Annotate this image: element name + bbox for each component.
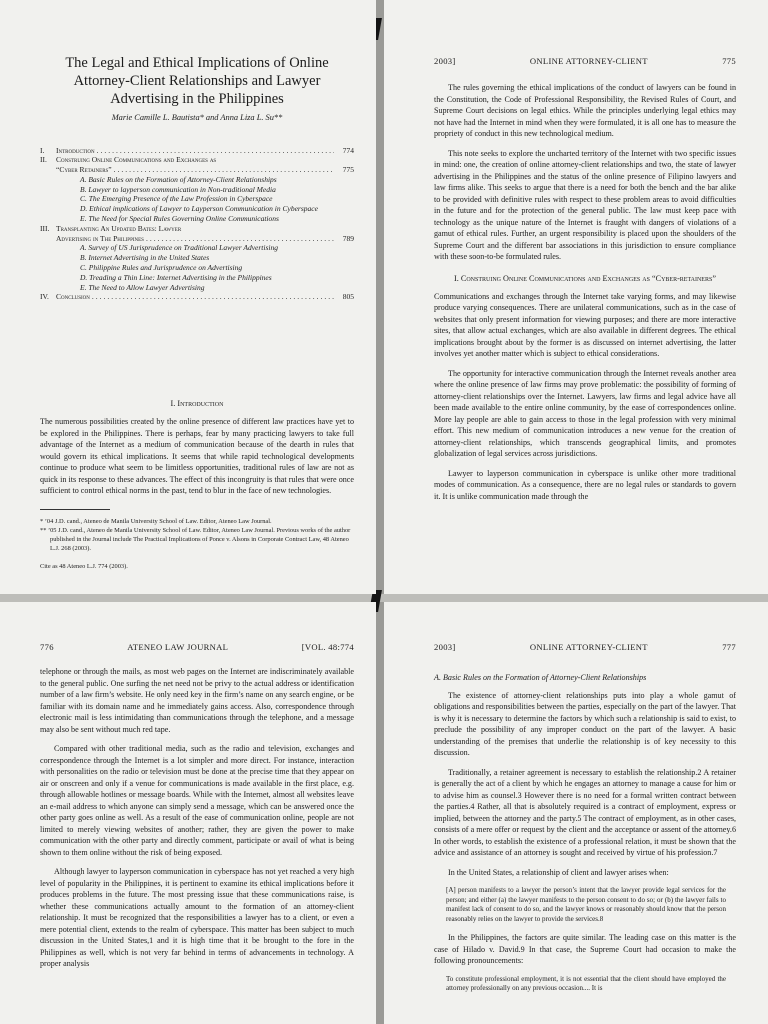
footnote: * ’04 J.D. cand., Ateneo de Manila University School of Law. Editor, Ateneo Law Journal. — [40, 517, 272, 525]
toc-subentry: E. The Need to Allow Lawyer Advertising — [80, 282, 205, 292]
toc-leader-dots — [144, 234, 334, 244]
body-paragraph: The rules governing the ethical implications of the conduct of lawyers can be found in the Constitution, the Code of Professional Responsibility, the Revised Rules of Court, and Supreme Court decisions on legal ethics. While the principles underlying legal ethics may not have had the Internet in mind when they were formulated, it is all one has to measure the propriety of conduct in this new technological medium. — [434, 83, 736, 138]
body-paragraph: This note seeks to explore the uncharted territory of the Internet with two specific issues in mind: one, the creation of online attorney-client relationships and two, the state of lawyer advertising in the Philippines and the status of the online presence of Filipino lawyers and law firms alike. This seeks to argue that there is a need for both the bench and the bar alike to be provided with definitive rules with respect to these problem areas to avoid difficulties in the future and for the protection of the general public. The law must keep pace with technology as the unique nature of the Internet is fraught with dangers of violations of a gamut of ethical rules. Further, an urgent responsibility is placed upon the shoulders of the Supreme Court and the different bar associations in this jurisdiction to ensure compliance with these soon-to-be formulated rules. — [434, 148, 736, 261]
toc-text: Transplanting An Updated Bates: Lawyer — [56, 223, 182, 233]
table-of-contents — [40, 146, 354, 303]
block-quote: To constitute professional employment, it is not essential that the client should have employed the attorney professionally on any previous occasion.... It is — [446, 974, 726, 993]
page-number: 776 — [40, 642, 54, 652]
header-title: ONLINE ATTORNEY-CLIENT — [529, 56, 648, 66]
body-paragraph: Although lawyer to layperson communication in cyberspace has not yet reached a very high level of popularity in the Philippines, it is pertinent to examine its ethical implications before it produces problems in the future. The most pressing issue that these communications raise, is whether these communications actually amount to the formation of an attorney-client relationship. It must be recognized that the responsibilities a lawyer has to a client, or even a mere potential client, extends to the realm of cyberspace. This matter has been subject to much discussion in the United States,1 and it is high time that it be brought to the fore in the Philippines as well, which is not very far behind in terms of advancements in technology. A proper analysis — [40, 867, 354, 968]
article-title: The Legal and Ethical Implications of Online Attorney-Client Relationships and Lawyer Advertising in the Philippines — [65, 55, 329, 107]
toc-subentry: E. The Need for Special Rules Governing Online Communications — [80, 214, 279, 224]
running-header — [40, 642, 354, 652]
toc-text: Introduction — [56, 145, 95, 155]
body-paragraph: telephone or through the mails, as most web pages on the Internet are indiscriminately available to the general public. One surfing the net need not be privy to the actual address or identification number of a law firm’s website. He only need key in the firm’s name on any search engine, or be familiar with its domain name and he immediately gains access. Also, correspondence through electronic mail is less intimidating than communications through the telephone, and a message may also be sent without much red tape. — [40, 667, 354, 734]
page-777 — [384, 602, 768, 1024]
toc-subentry: D. Ethical implications of Lawyer to Layperson Communication in Cyberspace — [80, 204, 318, 214]
header-title: ONLINE ATTORNEY-CLIENT — [529, 642, 648, 652]
page-separator — [0, 594, 768, 602]
running-header — [434, 56, 736, 66]
page-776 — [0, 602, 376, 1024]
body-paragraph: Compared with other traditional media, such as the radio and television, exchanges and correspondence through the Internet is a lot simpler and more direct. For instance, interaction with personalities on the radio or television must be done at the precise time that they appear on air or onscreen and only if a venue for communications is made available in the first place, e.g. through allowable hotlines or message boards. While with the Internet, almost all websites leave an e-mail address to which anyone can simply send a message, which can be answered once the other party goes online as well. As a result of the ease of communication online, people are not limited to merely viewing websites of another; rather, they are given the power to make communication with the other party and directly comment, participate or avail of what is being shown to them online without the risk of being exposed. — [40, 744, 354, 857]
toc-page-number: 774 — [342, 145, 354, 155]
page-number: 775 — [722, 56, 736, 66]
page-774 — [0, 0, 376, 594]
toc-subentry: C. The Emerging Presence of the Law Profession in Cyberspace — [80, 194, 273, 204]
article-authors: Marie Camille L. Bautista* and Anna Liza L. Su** — [111, 113, 283, 122]
body-paragraph: The existence of attorney-client relationships puts into play a whole gamut of obligations and responsibilities between the parties, especially on the part of the lawyer. That is why it is necessary to determine the factors by which such a relationship is said to exist, to preclude the possibility of any improper conduct on the part of the lawyer. A basic understanding of the premises that underlie the relationship is of key necessity to this discussion. — [434, 690, 736, 757]
toc-subentry: B. Internet Advertising in the United States — [80, 253, 210, 263]
toc-entry — [40, 234, 354, 244]
toc-entry — [40, 146, 354, 156]
toc-entry — [40, 292, 354, 302]
body-paragraph: Traditionally, a retainer agreement is necessary to establish the relationship.2 A retainer is generally the act of a client by which he engages an attorney to manage a cause for him or to advise him as counsel.3 However there is no need for a formal written contract between the parties.4 Rather, all that is absolutely required is a contract of employment, express or implied, between the attorney and the party.5 The contract of employment, as in other cases, consists of a mere offer or request by the client and the acceptance or assent of the attorney.6 In other words, to establish the existence of a professional relation, it must be shown that the advice and assistance of an attorney is sought and received by virtue of his profession.7 — [434, 767, 736, 857]
section-heading: I. Construing Online Communications and Exchanges as “Cyber-retainers” — [454, 273, 716, 283]
toc-leader-dots — [95, 146, 334, 156]
body-paragraph: The numerous possibilities created by the online presence of different law practices have yet to be explored in the Philippines. There is perhaps, fear by many practicing lawyers to take full advantage of the Internet as a medium of communication because of the dearth in rules that would govern its ethical implications. It seems that while rapid technological developments continue to produce what seem to be limitless opportunities, traditional rules of law are not as quick in its response to these advances. The effect of this incongruity is that rules that were once sufficient to control ethical norms in the past, tend to blur in the face of new technologies. — [40, 417, 354, 496]
header-volume: [VOL. 48:774 — [301, 642, 354, 652]
toc-page-number: 775 — [342, 165, 354, 175]
body-paragraph: Communications and exchanges through the Internet take varying forms, and may likewise produce varying consequences. There are unilateral communications, such as in the case of websites that only present information for viewing purposes; and there are more interactive sites, that allow actual exchanges, which are also available in different degrees. The ethical implications brought about by the former is as discussed on internet advertising, the latter involves yet another matter which is subject to ethical considerations. — [434, 291, 736, 358]
toc-text: Construing Online Communications and Exchanges as — [56, 155, 217, 165]
toc-page-number: 789 — [342, 233, 354, 243]
toc-number: II. — [40, 155, 47, 165]
toc-subentry: D. Treading a Thin Line: Internet Advertising in the Philippines — [80, 272, 272, 282]
toc-entry — [40, 165, 354, 175]
toc-subentry: C. Philippine Rules and Jurisprudence on Advertising — [80, 263, 243, 273]
footnote-rule — [40, 509, 110, 510]
toc-page-number: 805 — [342, 292, 354, 302]
toc-text: Conclusion — [56, 292, 90, 302]
subsection-heading: A. Basic Rules on the Formation of Attorney-Client Relationships — [434, 673, 647, 682]
header-year: 2003] — [434, 56, 456, 66]
block-quote: [A] person manifests to a lawyer the person’s intent that the lawyer provide legal services for the person; and either (a) the lawyer manifests to the person consent to do so; or (b) the lawyer fails to manifest lack of consent to do so, and the lawyer knows or reasonably should know that the person reasonably relies on the lawyer to provide the services.8 — [446, 886, 726, 923]
citation-line: Cite as 48 Ateneo L.J. 774 (2003). — [40, 562, 128, 570]
body-paragraph: The opportunity for interactive communication through the Internet reveals another area where the online presence of law firms may prove problematic: the possibility of forming of attorney-client relationships over the Internet. Lawyers, law firms and legal advice have all been made available to the entire online community, by the ease of correspondences online. More lay people are able to gain access to those in the legal profession with very minimal effort. This new medium of communication introduces a new venue for the creation of attorney-client relationships, which transcends geographical limits, and promotes globalization of legal services across jurisdictions. — [434, 368, 736, 458]
toc-number: IV. — [40, 292, 49, 302]
body-paragraph: In the Philippines, the factors are quite similar. The leading case on this matter is the case of Hilado v. David.9 In that case, the Supreme Court had occasion to make the following pronouncements: — [434, 933, 736, 966]
body-paragraph: In the United States, a relationship of client and lawyer arises when: — [448, 867, 669, 877]
toc-text: “Cyber Retainers” — [56, 165, 112, 175]
toc-number: I. — [40, 145, 45, 155]
header-title: ATENEO LAW JOURNAL — [127, 642, 229, 652]
toc-subentry: B. Lawyer to layperson communication in Non-traditional Media — [80, 184, 276, 194]
toc-leader-dots — [90, 292, 334, 302]
toc-subentry: A. Survey of US Jurisprudence on Traditional Lawyer Advertising — [80, 243, 278, 253]
page-775 — [384, 0, 768, 594]
toc-number: III. — [40, 223, 50, 233]
footnote: ** ’05 J.D. cand., Ateneo de Manila University School of Law. Editor, Ateneo Law Journal. Previous works of the author published in the Journal include The Practical Implications of Ponce v. Alsons in Corporate Contract Law, 48 Ateneo L.J. 268 (2003). — [40, 526, 351, 552]
toc-subentry: A. Basic Rules on the Formation of Attorney-Client Relationships — [80, 174, 277, 184]
page-number: 777 — [722, 642, 736, 652]
section-heading: I. Introduction — [170, 399, 224, 409]
toc-entry — [40, 155, 354, 165]
toc-text: Advertising in The Philippines — [56, 233, 144, 243]
running-header — [434, 642, 736, 652]
binding-gutter — [376, 0, 384, 1024]
toc-entry — [40, 224, 354, 234]
toc-leader-dots — [112, 165, 334, 175]
body-paragraph: Lawyer to layperson communication in cyberspace is unlike other more traditional modes of communication. As a consequence, there are no legal rules or standards to govern it. It is unlike communication made through the — [434, 468, 736, 501]
header-year: 2003] — [434, 642, 456, 652]
